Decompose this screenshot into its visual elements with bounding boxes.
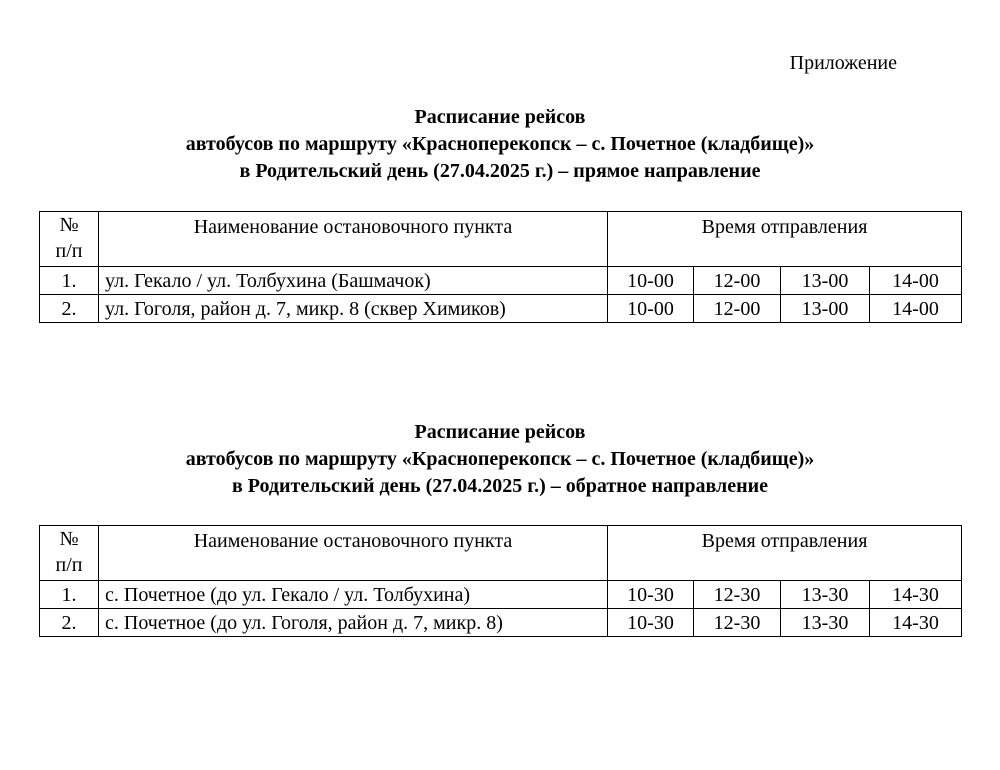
header-number-line2: п/п <box>55 554 83 576</box>
table-header-row <box>40 212 962 267</box>
schedule-title-reverse <box>0 419 1000 500</box>
table-row <box>40 295 962 323</box>
title-line: Расписание рейсов <box>414 421 586 443</box>
appendix-label: Приложение <box>789 52 897 74</box>
table-row <box>40 581 962 609</box>
title-line: в Родительский день (27.04.2025 г.) – прямое направление <box>239 160 761 182</box>
table-row <box>40 609 962 637</box>
title-line: автобусов по маршруту «Красноперекопск – с. Почетное (кладбище)» <box>185 133 815 155</box>
title-line: Расписание рейсов <box>414 106 586 128</box>
departure-time: 12-30 <box>694 581 781 609</box>
schedule-table-forward <box>39 211 962 323</box>
departure-time: 13-30 <box>781 609 870 637</box>
departure-time: 10-00 <box>608 295 694 323</box>
departure-time: 14-00 <box>870 267 962 295</box>
header-number <box>40 212 99 267</box>
header-stop-name: Наименование остановочного пункта <box>99 526 608 581</box>
stop-name: ул. Гоголя, район д. 7, микр. 8 (сквер Химиков) <box>99 295 608 323</box>
departure-time: 13-30 <box>781 581 870 609</box>
schedule-table-reverse <box>39 525 962 637</box>
departure-time: 10-30 <box>608 581 694 609</box>
header-number-line1: № <box>59 528 79 550</box>
schedule-title-forward <box>0 104 1000 185</box>
row-number: 2. <box>40 295 99 323</box>
table-row <box>40 267 962 295</box>
header-number-line1: № <box>59 214 79 236</box>
row-number: 1. <box>40 581 99 609</box>
departure-time: 13-00 <box>781 295 870 323</box>
title-line: в Родительский день (27.04.2025 г.) – обратное направление <box>231 475 769 497</box>
header-departure-time: Время отправления <box>608 526 962 581</box>
departure-time: 12-30 <box>694 609 781 637</box>
departure-time: 13-00 <box>781 267 870 295</box>
header-number <box>40 526 99 581</box>
stop-name: с. Почетное (до ул. Гоголя, район д. 7, микр. 8) <box>99 609 608 637</box>
departure-time: 10-30 <box>608 609 694 637</box>
header-departure-time: Время отправления <box>608 212 962 267</box>
stop-name: с. Почетное (до ул. Гекало / ул. Толбухина) <box>99 581 608 609</box>
header-number-line2: п/п <box>55 240 83 262</box>
row-number: 1. <box>40 267 99 295</box>
departure-time: 14-30 <box>870 609 962 637</box>
departure-time: 12-00 <box>694 267 781 295</box>
table-header-row <box>40 526 962 581</box>
stop-name: ул. Гекало / ул. Толбухина (Башмачок) <box>99 267 608 295</box>
title-line: автобусов по маршруту «Красноперекопск – с. Почетное (кладбище)» <box>185 448 815 470</box>
departure-time: 12-00 <box>694 295 781 323</box>
departure-time: 14-30 <box>870 581 962 609</box>
departure-time: 14-00 <box>870 295 962 323</box>
departure-time: 10-00 <box>608 267 694 295</box>
header-stop-name: Наименование остановочного пункта <box>99 212 608 267</box>
row-number: 2. <box>40 609 99 637</box>
